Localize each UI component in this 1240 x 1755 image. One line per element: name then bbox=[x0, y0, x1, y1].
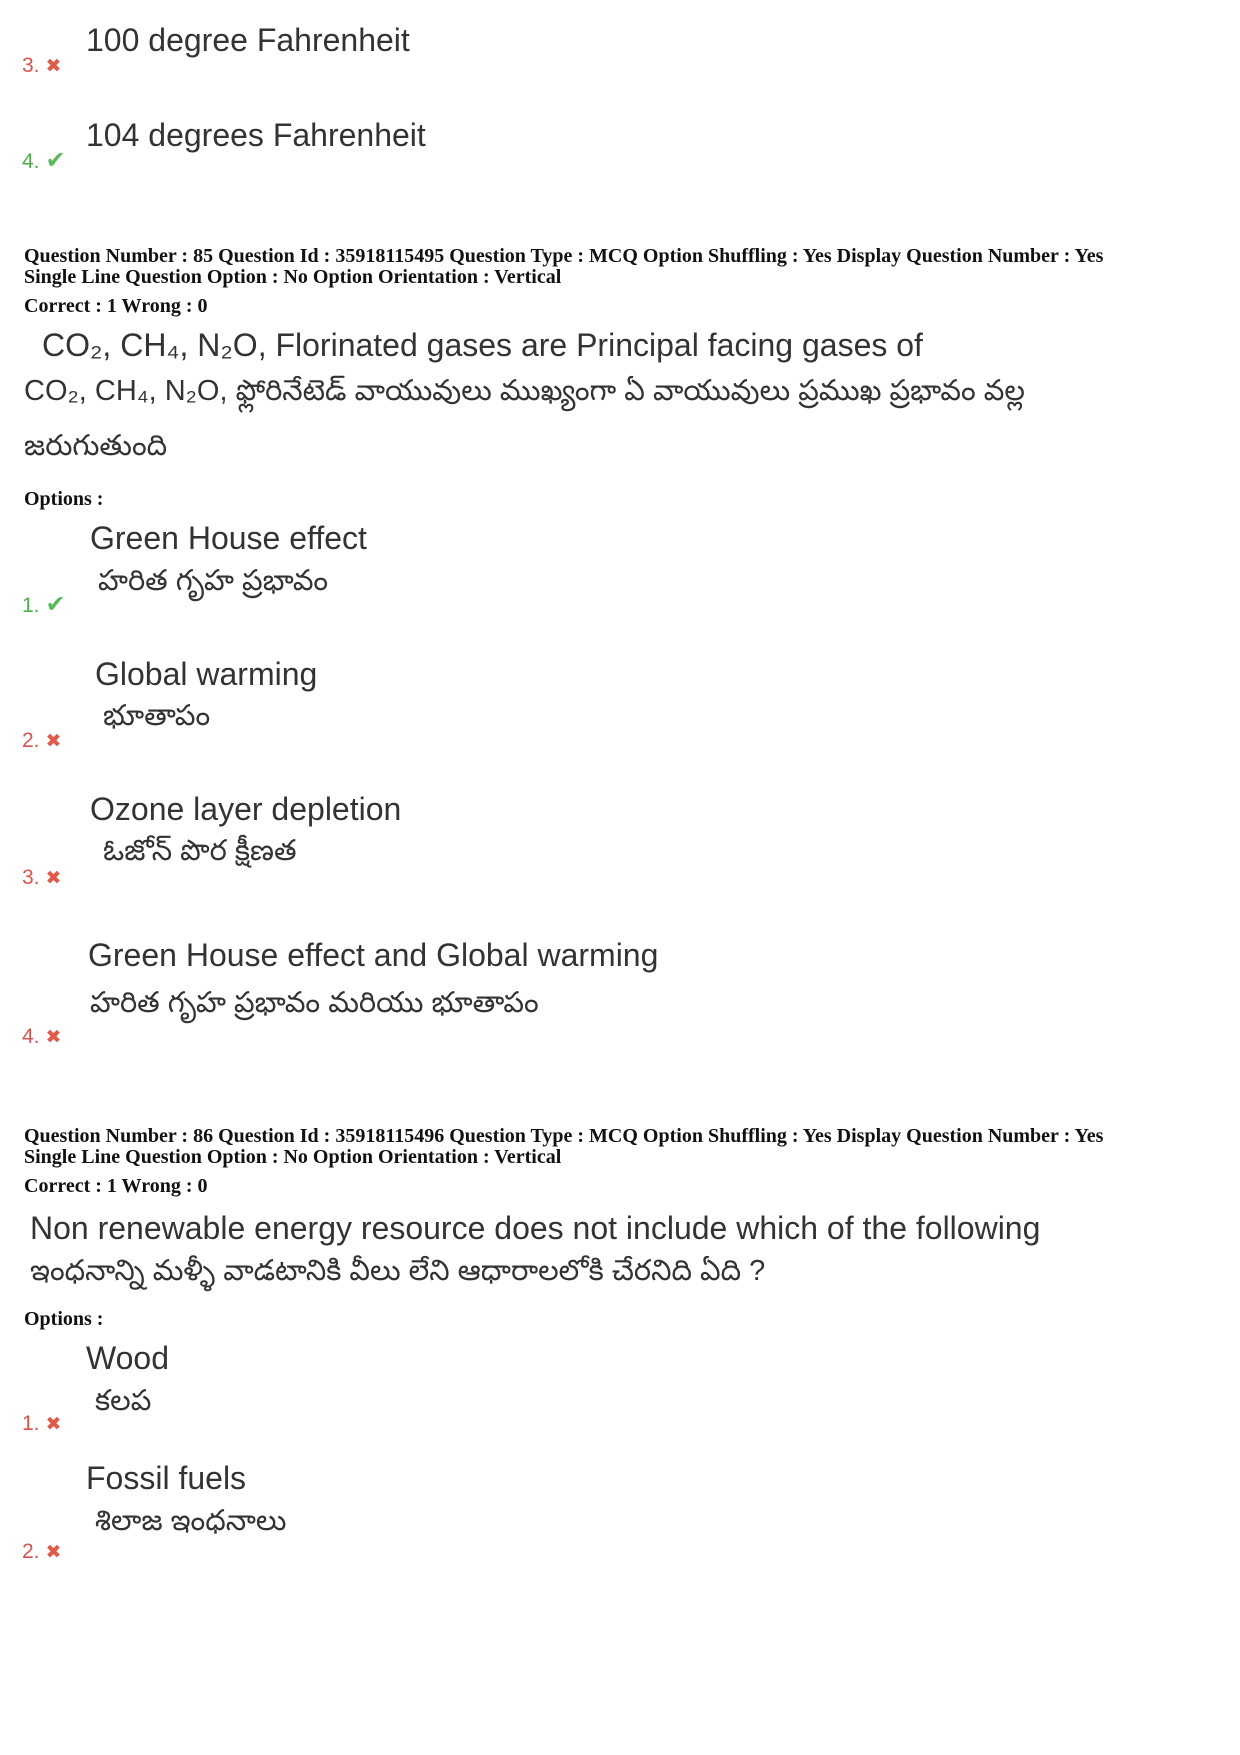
option-number: 2. bbox=[22, 1540, 40, 1563]
option-number: 2. bbox=[22, 729, 40, 752]
option-text-te: భూతాపం bbox=[103, 700, 211, 732]
options-label: Options : bbox=[24, 1308, 104, 1330]
option-marker bbox=[22, 1025, 61, 1049]
question-text-te: ఇంధనాన్ని మళ్ళీ వాడటానికి వీలు లేని ఆధారాలలోకి చేరనిది ఏది ? bbox=[30, 1255, 766, 1287]
cross-icon: ✖ bbox=[45, 867, 62, 889]
option-text-en: Fossil fuels bbox=[86, 1460, 247, 1496]
option-text-te: శిలాజ ఇంధనాలు bbox=[95, 1505, 287, 1537]
option-text: 104 degrees Fahrenheit bbox=[86, 117, 426, 153]
question-meta-line2: Single Line Question Option : No Option Orientation : Vertical bbox=[24, 1146, 562, 1168]
cross-icon: ✖ bbox=[45, 1026, 62, 1048]
option-text-te: కలప bbox=[95, 1385, 152, 1417]
option-number: 4. bbox=[22, 1025, 40, 1048]
option-marker bbox=[22, 729, 61, 753]
cross-icon: ✖ bbox=[45, 730, 62, 752]
option-number: 3. bbox=[22, 54, 40, 77]
option-text-en: Global warming bbox=[95, 656, 318, 692]
question-text-en: Non renewable energy resource does not include which of the following bbox=[30, 1210, 1041, 1246]
option-text-en: Green House effect bbox=[90, 520, 367, 556]
option-number: 1. bbox=[22, 1412, 40, 1435]
question-score: Correct : 1 Wrong : 0 bbox=[24, 1175, 208, 1197]
option-number: 1. bbox=[22, 594, 40, 617]
option-marker bbox=[22, 54, 61, 78]
cross-icon: ✖ bbox=[45, 55, 62, 77]
option-marker bbox=[22, 1540, 61, 1564]
option-text-en: Green House effect and Global warming bbox=[88, 937, 659, 973]
option-number: 3. bbox=[22, 866, 40, 889]
question-text-te: CO₂, CH₄, N₂O, ఫ్లోరినేటెడ్ వాయువులు ముఖ్యంగా ఏ వాయువులు ప్రముఖ ప్రభావం వల్ల bbox=[24, 375, 1025, 407]
cross-icon: ✖ bbox=[45, 1413, 62, 1435]
check-icon: ✔ bbox=[45, 146, 66, 174]
question-meta-line1: Question Number : 85 Question Id : 35918115495 Question Type : MCQ Option Shuffling : Yes Display Question Number : Yes bbox=[24, 245, 1104, 267]
option-marker bbox=[22, 1412, 61, 1436]
cross-icon: ✖ bbox=[45, 1541, 62, 1563]
option-marker bbox=[22, 590, 66, 618]
option-text-te: ఓజోన్ పొర క్షీణత bbox=[103, 835, 297, 867]
question-text-te-cont: జరుగుతుంది bbox=[24, 430, 168, 462]
check-icon: ✔ bbox=[45, 590, 66, 618]
option-marker bbox=[22, 146, 66, 174]
option-text-en: Ozone layer depletion bbox=[90, 791, 402, 827]
question-meta-line1: Question Number : 86 Question Id : 35918115496 Question Type : MCQ Option Shuffling : Yes Display Question Number : Yes bbox=[24, 1125, 1104, 1147]
option-text-en: Wood bbox=[86, 1340, 170, 1376]
question-text-en: CO₂, CH₄, N₂O, Florinated gases are Principal facing gases of bbox=[42, 327, 923, 363]
option-marker bbox=[22, 866, 61, 890]
options-label: Options : bbox=[24, 488, 104, 510]
option-text-te: హరిత గృహ ప్రభావం మరియు భూతాపం bbox=[90, 987, 539, 1019]
option-text-te: హరిత గృహ ప్రభావం bbox=[98, 565, 329, 597]
question-score: Correct : 1 Wrong : 0 bbox=[24, 295, 208, 317]
option-number: 4. bbox=[22, 150, 40, 173]
option-text: 100 degree Fahrenheit bbox=[86, 22, 410, 58]
question-meta-line2: Single Line Question Option : No Option Orientation : Vertical bbox=[24, 266, 562, 288]
